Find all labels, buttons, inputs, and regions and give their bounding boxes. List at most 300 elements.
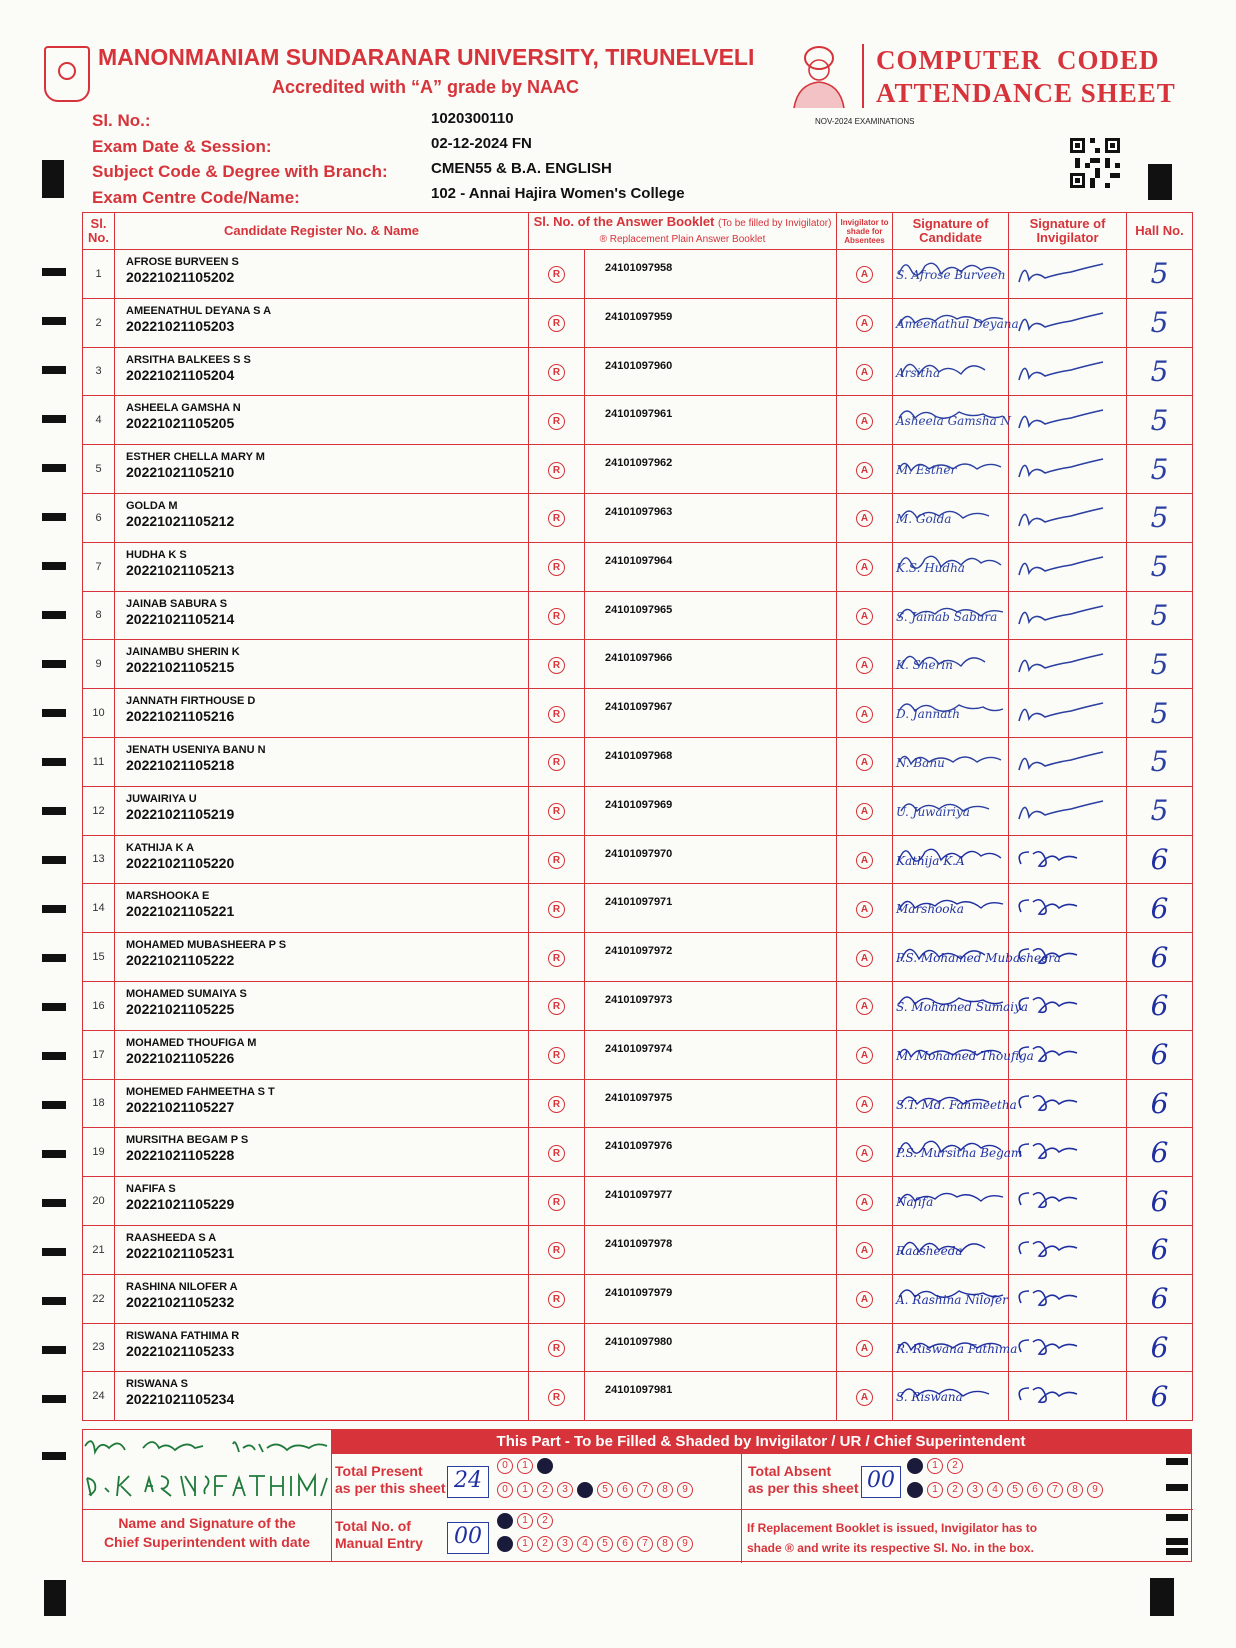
timing-mark	[42, 1150, 66, 1158]
timing-mark	[42, 1199, 66, 1207]
register-number: 20221021105226	[126, 1049, 235, 1066]
digit-bubble[interactable]: 7	[637, 1482, 653, 1498]
row-sl-no: 16	[83, 981, 115, 1030]
timing-mark	[42, 464, 66, 472]
register-number: 20221021105222	[126, 952, 235, 969]
replacement-bubble[interactable]: R	[529, 689, 585, 738]
digit-bubble[interactable]: 0	[497, 1482, 513, 1498]
absent-bubble[interactable]: A	[837, 737, 893, 786]
absent-bubble[interactable]: A	[837, 1177, 893, 1226]
timing-mark	[42, 807, 66, 815]
table-row	[83, 493, 1193, 542]
absent-bubble[interactable]: A	[837, 689, 893, 738]
table-row	[83, 737, 1193, 786]
replacement-bubble[interactable]: R	[529, 786, 585, 835]
invigilator-signature	[1009, 933, 1127, 982]
invigilator-section	[82, 1429, 1192, 1562]
exam-date-label: Exam Date & Session:	[92, 137, 272, 156]
register-number: 20221021105218	[126, 756, 235, 773]
present-units-bubbles[interactable]	[497, 1482, 697, 1500]
total-present-label: Total Present as per this sheet	[335, 1463, 446, 1496]
digit-bubble[interactable]: 1	[517, 1482, 533, 1498]
replacement-bubble[interactable]: R	[529, 981, 585, 1030]
candidate-cell	[115, 1079, 529, 1128]
candidate-signature: Ameenathul Deyana	[893, 298, 1009, 347]
candidate-cell	[115, 396, 529, 445]
replacement-bubble[interactable]: R	[529, 1030, 585, 1079]
register-number: 20221021105227	[126, 1098, 235, 1115]
replacement-bubble[interactable]: R	[529, 347, 585, 396]
booklet-number: 24101097976	[585, 1128, 837, 1177]
booklet-number: 24101097959	[585, 298, 837, 347]
row-sl-no: 24	[83, 1372, 115, 1421]
invigilator-signature	[1009, 542, 1127, 591]
register-number: 20221021105219	[126, 805, 235, 822]
replacement-bubble[interactable]: R	[529, 250, 585, 299]
digit-bubble[interactable]: 1	[927, 1482, 943, 1498]
qr-code	[1070, 138, 1120, 188]
exam-centre-label: Exam Centre Code/Name:	[92, 188, 300, 207]
digit-bubble[interactable]: 8	[1067, 1482, 1083, 1498]
table-row	[83, 981, 1193, 1030]
hall-number: 6	[1127, 1274, 1193, 1323]
digit-bubble[interactable]: 5	[597, 1482, 613, 1498]
candidate-cell	[115, 786, 529, 835]
timing-mark	[42, 954, 66, 962]
replacement-bubble[interactable]: R	[529, 835, 585, 884]
university-name: MANONMANIAM SUNDARANAR UNIVERSITY, TIRUNELVELI	[98, 44, 755, 70]
candidate-signature: Kathija K.A	[893, 835, 1009, 884]
hall-number: 6	[1127, 884, 1193, 933]
invigilator-signature	[1009, 591, 1127, 640]
register-number: 20221021105234	[126, 1391, 235, 1408]
candidate-signature: N. Banu	[893, 737, 1009, 786]
digit-bubble[interactable]: 2	[537, 1513, 553, 1529]
invigilator-banner: This Part - To be Filled & Shaded by Invigilator / UR / Chief Superintendent	[331, 1430, 1191, 1454]
candidate-name: JANNATH FIRTHOUSE D	[126, 695, 256, 708]
hall-number: 5	[1127, 640, 1193, 689]
row-sl-no: 14	[83, 884, 115, 933]
register-number: 20221021105203	[126, 317, 235, 334]
digit-bubble[interactable]: 9	[677, 1482, 693, 1498]
hall-number: 6	[1127, 835, 1193, 884]
col-signature-invigilator: Signature of Invigilator	[1009, 213, 1127, 250]
candidate-name: MOHAMED MUBASHEERA P S	[126, 939, 287, 952]
register-number: 20221021105202	[126, 269, 235, 285]
absent-bubble[interactable]: A	[837, 250, 893, 299]
hall-number: 6	[1127, 981, 1193, 1030]
sheet-title: COMPUTER CODED ATTENDANCE SHEET	[876, 45, 1176, 108]
col-candidate: Candidate Register No. & Name	[115, 213, 529, 250]
row-sl-no: 6	[83, 493, 115, 542]
invigilator-signature	[1009, 1225, 1127, 1274]
digit-bubble[interactable]: 6	[1027, 1482, 1043, 1498]
timing-mark	[42, 1052, 66, 1060]
booklet-number: 24101097980	[585, 1323, 837, 1372]
candidate-cell	[115, 1030, 529, 1079]
booklet-number: 24101097978	[585, 1225, 837, 1274]
booklet-number: 24101097966	[585, 640, 837, 689]
absent-bubble[interactable]: A	[837, 493, 893, 542]
replacement-bubble[interactable]: R	[529, 1372, 585, 1421]
manual-units-bubbles[interactable]	[497, 1536, 697, 1554]
table-row	[83, 689, 1193, 738]
absent-bubble[interactable]: A	[837, 298, 893, 347]
candidate-name: RASHINA NILOFER A	[126, 1280, 238, 1293]
digit-bubble[interactable]: 2	[537, 1458, 553, 1474]
manual-tens-bubbles[interactable]	[497, 1513, 557, 1531]
candidate-name: JAINAB SABURA S	[126, 597, 228, 610]
table-row	[83, 298, 1193, 347]
absent-bubble[interactable]: A	[837, 1079, 893, 1128]
replacement-bubble[interactable]: R	[529, 1274, 585, 1323]
table-row	[83, 884, 1193, 933]
col-hall: Hall No.	[1127, 213, 1193, 250]
booklet-number: 24101097977	[585, 1177, 837, 1226]
timing-mark	[42, 1003, 66, 1011]
row-sl-no: 8	[83, 591, 115, 640]
replacement-bubble[interactable]: R	[529, 542, 585, 591]
replacement-bubble[interactable]: R	[529, 298, 585, 347]
digit-bubble[interactable]: 8	[657, 1482, 673, 1498]
hall-number: 5	[1127, 445, 1193, 494]
absent-bubble[interactable]: A	[837, 396, 893, 445]
invigilator-signature	[1009, 835, 1127, 884]
candidate-signature: S.T. Md. Fahmeetha	[893, 1079, 1009, 1128]
absent-bubble[interactable]: A	[837, 542, 893, 591]
candidate-name: MOHEMED FAHMEETHA S T	[126, 1085, 275, 1098]
subject-value: CMEN55 & B.A. ENGLISH	[431, 160, 612, 177]
candidate-cell	[115, 347, 529, 396]
replacement-bubble[interactable]: R	[529, 933, 585, 982]
row-sl-no: 9	[83, 640, 115, 689]
timing-mark	[42, 660, 66, 668]
invigilator-signature	[1009, 786, 1127, 835]
timing-mark	[42, 1101, 66, 1109]
sl-no-label: Sl. No.:	[92, 111, 151, 130]
replacement-bubble[interactable]: R	[529, 884, 585, 933]
candidate-cell	[115, 493, 529, 542]
candidate-cell	[115, 250, 529, 299]
candidate-signature: M. Esther	[893, 445, 1009, 494]
candidate-signature: Marshooka	[893, 884, 1009, 933]
registration-mark	[1148, 164, 1172, 200]
absent-bubble[interactable]: A	[837, 1372, 893, 1421]
candidate-name: GOLDA M	[126, 499, 178, 512]
candidate-signature: S. Jainab Sabura	[893, 591, 1009, 640]
invigilator-signature	[1009, 689, 1127, 738]
timing-mark	[42, 758, 66, 766]
digit-bubble[interactable]: 1	[517, 1513, 533, 1529]
candidate-name: ESTHER CHELLA MARY M	[126, 451, 265, 464]
candidate-name: ASHEELA GAMSHA N	[126, 402, 241, 415]
digit-bubble[interactable]: 0	[497, 1513, 513, 1529]
replacement-bubble[interactable]: R	[529, 1225, 585, 1274]
candidate-cell	[115, 737, 529, 786]
candidate-name: ARSITHA BALKEES S S	[126, 353, 251, 366]
table-row	[83, 1030, 1193, 1079]
register-number: 20221021105210	[126, 464, 235, 481]
register-number: 20221021105231	[126, 1244, 235, 1261]
candidate-cell	[115, 933, 529, 982]
digit-bubble[interactable]: 6	[617, 1482, 633, 1498]
absent-bubble[interactable]: A	[837, 1030, 893, 1079]
manual-entry-label: Total No. of Manual Entry	[335, 1518, 423, 1551]
digit-bubble[interactable]: 4	[987, 1482, 1003, 1498]
row-sl-no: 3	[83, 347, 115, 396]
register-number: 20221021105232	[126, 1293, 235, 1310]
invigilator-signature	[1009, 1030, 1127, 1079]
candidate-signature: A. Rashina Nilofer	[893, 1274, 1009, 1323]
table-row	[83, 1128, 1193, 1177]
digit-bubble[interactable]: 5	[597, 1536, 613, 1552]
digit-bubble[interactable]: 2	[537, 1482, 553, 1498]
digit-bubble[interactable]: 3	[557, 1482, 573, 1498]
hall-number: 6	[1127, 1225, 1193, 1274]
row-sl-no: 15	[83, 933, 115, 982]
exam-date-value: 02-12-2024 FN	[431, 135, 532, 152]
absent-bubble[interactable]: A	[837, 1274, 893, 1323]
header-divider	[862, 44, 864, 108]
digit-bubble[interactable]: 4	[577, 1482, 593, 1498]
digit-bubble[interactable]: 2	[537, 1536, 553, 1552]
digit-bubble[interactable]: 8	[657, 1536, 673, 1552]
digit-bubble[interactable]: 0	[907, 1458, 923, 1474]
replacement-bubble[interactable]: R	[529, 1177, 585, 1226]
candidate-name: MARSHOOKA E	[126, 890, 210, 903]
row-sl-no: 13	[83, 835, 115, 884]
table-row	[83, 786, 1193, 835]
candidate-name: JUWAIRIYA U	[126, 792, 197, 805]
digit-bubble[interactable]: 3	[557, 1536, 573, 1552]
col-invigilator-shade: Invigilator to shade for Absentees	[837, 213, 893, 250]
replacement-bubble[interactable]: R	[529, 493, 585, 542]
invigilator-signature	[1009, 298, 1127, 347]
present-tens-bubbles[interactable]	[497, 1458, 557, 1476]
invigilator-signature	[1009, 1128, 1127, 1177]
digit-bubble[interactable]: 1	[517, 1536, 533, 1552]
invigilator-signature	[1009, 640, 1127, 689]
digit-bubble[interactable]: 0	[907, 1482, 923, 1498]
absent-bubble[interactable]: A	[837, 347, 893, 396]
booklet-number: 24101097972	[585, 933, 837, 982]
hall-number: 5	[1127, 493, 1193, 542]
digit-bubble[interactable]: 2	[947, 1458, 963, 1474]
hall-number: 6	[1127, 1079, 1193, 1128]
table-row	[83, 250, 1193, 299]
invigilator-signature	[1009, 737, 1127, 786]
absent-bubble[interactable]: A	[837, 835, 893, 884]
candidate-name: MURSITHA BEGAM P S	[126, 1134, 249, 1147]
timing-mark	[42, 1346, 66, 1354]
timing-mark	[42, 268, 66, 276]
booklet-number: 24101097968	[585, 737, 837, 786]
table-row	[83, 640, 1193, 689]
invigilator-signature	[1009, 396, 1127, 445]
timing-mark	[42, 611, 66, 619]
row-sl-no: 23	[83, 1323, 115, 1372]
digit-bubble[interactable]: 2	[947, 1482, 963, 1498]
replacement-bubble[interactable]: R	[529, 737, 585, 786]
invigilator-signature	[1009, 347, 1127, 396]
table-row	[83, 1177, 1193, 1226]
replacement-bubble[interactable]: R	[529, 396, 585, 445]
table-row	[83, 1079, 1193, 1128]
register-number: 20221021105215	[126, 659, 235, 676]
replacement-bubble[interactable]: R	[529, 1128, 585, 1177]
digit-bubble[interactable]: 6	[617, 1536, 633, 1552]
manual-entry-box[interactable]: 00	[447, 1522, 489, 1554]
absent-bubble[interactable]: A	[837, 640, 893, 689]
candidate-name: JAINAMBU SHERIN K	[126, 646, 240, 659]
digit-bubble[interactable]: 9	[677, 1536, 693, 1552]
booklet-number: 24101097973	[585, 981, 837, 1030]
row-sl-no: 21	[83, 1225, 115, 1274]
row-sl-no: 20	[83, 1177, 115, 1226]
table-row	[83, 445, 1193, 494]
timing-mark	[42, 1297, 66, 1305]
subject-label: Subject Code & Degree with Branch:	[92, 162, 388, 181]
digit-bubble[interactable]: 5	[1007, 1482, 1023, 1498]
absent-bubble[interactable]: A	[837, 884, 893, 933]
replacement-bubble[interactable]: R	[529, 1079, 585, 1128]
replacement-note: If Replacement Booklet is issued, Invigilator has to shade ® and write its respective Sl. No. in the box.	[747, 1521, 1038, 1555]
booklet-number: 24101097979	[585, 1274, 837, 1323]
booklet-number: 24101097969	[585, 786, 837, 835]
replacement-bubble[interactable]: R	[529, 445, 585, 494]
digit-bubble[interactable]: 3	[967, 1482, 983, 1498]
table-row	[83, 1372, 1193, 1421]
attendance-table	[82, 212, 1193, 1421]
row-sl-no: 1	[83, 250, 115, 299]
candidate-cell	[115, 445, 529, 494]
col-booklet: Sl. No. of the Answer Booklet (To be filled by Invigilator) ® Replacement Plain Answer Booklet	[529, 213, 837, 250]
candidate-cell	[115, 835, 529, 884]
hall-number: 6	[1127, 1128, 1193, 1177]
invigilator-signature	[1009, 981, 1127, 1030]
absent-tens-bubbles[interactable]	[907, 1458, 967, 1476]
hall-number: 5	[1127, 591, 1193, 640]
absent-bubble[interactable]: A	[837, 933, 893, 982]
candidate-signature: Asheela Gamsha N	[893, 396, 1009, 445]
booklet-number: 24101097963	[585, 493, 837, 542]
invigilator-signature	[1009, 884, 1127, 933]
booklet-number: 24101097981	[585, 1372, 837, 1421]
portrait-image	[788, 42, 850, 108]
absent-bubble[interactable]: A	[837, 786, 893, 835]
register-number: 20221021105205	[126, 415, 235, 432]
invigilator-signature	[1009, 493, 1127, 542]
sl-no-value: 1020300110	[431, 110, 514, 127]
register-number: 20221021105204	[126, 366, 235, 383]
row-sl-no: 5	[83, 445, 115, 494]
candidate-cell	[115, 542, 529, 591]
chief-superintendent-signature	[83, 1430, 329, 1508]
timing-mark	[42, 562, 66, 570]
exam-centre-value: 102 - Annai Hajira Women's College	[431, 185, 685, 202]
digit-bubble[interactable]: 4	[577, 1536, 593, 1552]
booklet-number: 24101097962	[585, 445, 837, 494]
absent-bubble[interactable]: A	[837, 591, 893, 640]
absent-units-bubbles[interactable]	[907, 1482, 1107, 1500]
absent-bubble[interactable]: A	[837, 1225, 893, 1274]
register-number: 20221021105229	[126, 1196, 235, 1213]
digit-bubble[interactable]: 7	[1047, 1482, 1063, 1498]
invigilator-signature	[1009, 250, 1127, 299]
hall-number: 5	[1127, 542, 1193, 591]
candidate-name: MOHAMED THOUFIGA M	[126, 1036, 257, 1049]
candidate-name: RISWANA S	[126, 1378, 188, 1391]
accreditation: Accredited with “A” grade by NAAC	[272, 77, 580, 97]
booklet-number: 24101097961	[585, 396, 837, 445]
total-present-box[interactable]: 24	[447, 1466, 489, 1498]
booklet-number: 24101097975	[585, 1079, 837, 1128]
booklet-number: 24101097971	[585, 884, 837, 933]
digit-bubble[interactable]: 9	[1087, 1482, 1103, 1498]
absent-bubble[interactable]: A	[837, 445, 893, 494]
replacement-bubble[interactable]: R	[529, 591, 585, 640]
university-logo	[44, 46, 90, 102]
absent-bubble[interactable]: A	[837, 1128, 893, 1177]
replacement-bubble[interactable]: R	[529, 640, 585, 689]
table-row	[83, 1323, 1193, 1372]
candidate-cell	[115, 1372, 529, 1421]
total-absent-box[interactable]: 00	[861, 1466, 901, 1498]
row-sl-no: 10	[83, 689, 115, 738]
candidate-signature: U. Juwairiya	[893, 786, 1009, 835]
candidate-name: KATHIJA K A	[126, 841, 195, 854]
hall-number: 5	[1127, 298, 1193, 347]
digit-bubble[interactable]: 1	[927, 1458, 943, 1474]
candidate-name: NAFIFA S	[126, 1183, 176, 1196]
replacement-bubble[interactable]: R	[529, 1323, 585, 1372]
candidate-signature: K.S. Hudha	[893, 542, 1009, 591]
candidate-signature: Nafifa	[893, 1177, 1009, 1226]
candidate-cell	[115, 884, 529, 933]
table-row	[83, 933, 1193, 982]
candidate-cell	[115, 1128, 529, 1177]
absent-bubble[interactable]: A	[837, 981, 893, 1030]
digit-bubble[interactable]: 0	[497, 1458, 513, 1474]
register-number: 20221021105212	[126, 512, 235, 529]
chief-superintendent-label: Name and Signature of the Chief Superintendent with date	[103, 1515, 311, 1550]
candidate-cell	[115, 298, 529, 347]
digit-bubble[interactable]: 1	[517, 1458, 533, 1474]
booklet-number: 24101097960	[585, 347, 837, 396]
candidate-signature: P.S. Mohamed Mubasheera	[893, 933, 1009, 982]
candidate-signature: Arsitha	[893, 347, 1009, 396]
row-sl-no: 18	[83, 1079, 115, 1128]
hall-number: 5	[1127, 737, 1193, 786]
absent-bubble[interactable]: A	[837, 1323, 893, 1372]
candidate-cell	[115, 1225, 529, 1274]
row-sl-no: 2	[83, 298, 115, 347]
timing-mark	[42, 513, 66, 521]
candidate-name: AMEENATHUL DEYANA S A	[126, 304, 272, 317]
booklet-number: 24101097964	[585, 542, 837, 591]
booklet-number: 24101097967	[585, 689, 837, 738]
register-number: 20221021105225	[126, 1000, 235, 1017]
invigilator-signature	[1009, 1323, 1127, 1372]
candidate-cell	[115, 981, 529, 1030]
digit-bubble[interactable]: 7	[637, 1536, 653, 1552]
timing-mark	[42, 415, 66, 423]
booklet-number: 24101097965	[585, 591, 837, 640]
candidate-cell	[115, 689, 529, 738]
candidate-cell	[115, 1323, 529, 1372]
digit-bubble[interactable]: 0	[497, 1536, 513, 1552]
hall-number: 5	[1127, 347, 1193, 396]
